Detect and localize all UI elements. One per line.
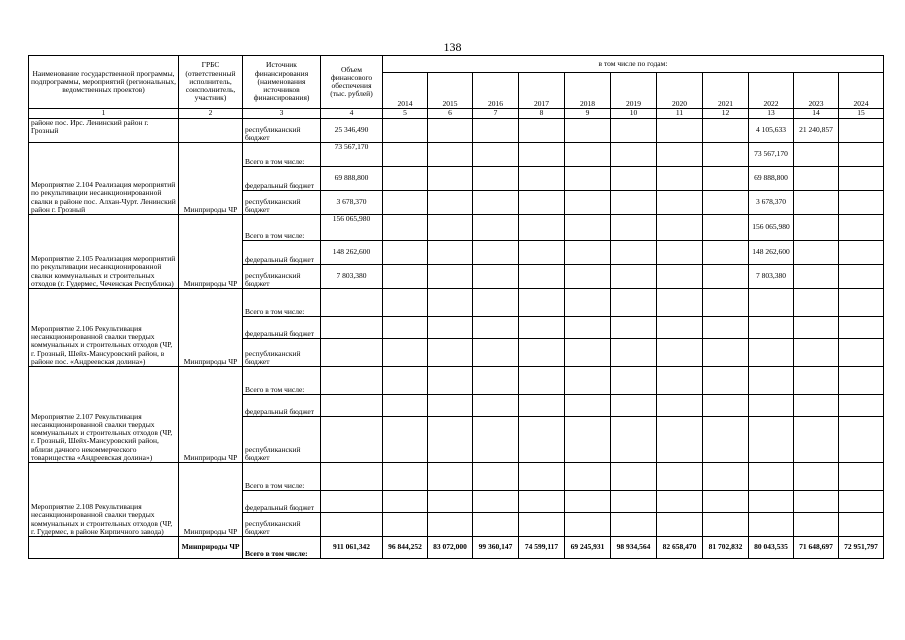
- header-source: Источник финансирования (наименования источников финансирования): [243, 56, 321, 109]
- column-number: 6: [428, 109, 473, 119]
- column-number: 5: [383, 109, 428, 119]
- value-2022: 156 065,980: [749, 215, 794, 241]
- total-volume: 69 888,800: [321, 167, 383, 191]
- total-year-value: 80 043,535: [749, 537, 794, 559]
- total-year-value: 99 360,147: [473, 537, 519, 559]
- column-number: 8: [519, 109, 565, 119]
- total-year-value: 98 934,564: [611, 537, 657, 559]
- funding-source: федеральный бюджет: [243, 395, 321, 417]
- funding-source: Всего в том числе:: [243, 215, 321, 241]
- table-row: [29, 367, 884, 395]
- header-year: 2017: [519, 73, 565, 109]
- total-year-value: 72 951,797: [839, 537, 884, 559]
- measure-name: Мероприятие 2.104 Реализация мероприятий по рекультивации несанкционированной свалки в районе пос. Алхан-Чурт. Ленинский район г. Грозный: [29, 143, 179, 215]
- total-volume: 156 065,980: [321, 215, 383, 241]
- value-2022: 148 262,600: [749, 241, 794, 265]
- total-row: [29, 537, 884, 559]
- total-year-value: 96 844,252: [383, 537, 428, 559]
- total-volume: 911 061,342: [321, 537, 383, 559]
- total-volume: 7 803,380: [321, 265, 383, 289]
- column-number: 14: [794, 109, 839, 119]
- value-2022: 3 678,370: [749, 191, 794, 215]
- column-number: 9: [565, 109, 611, 119]
- value-2023: 21 240,857: [794, 119, 839, 143]
- value-2022: 7 803,380: [749, 265, 794, 289]
- table-row: [29, 119, 884, 143]
- header-year: 2021: [703, 73, 749, 109]
- header-volume: Объем финансового обеспечения (тыс. рублей): [321, 56, 383, 109]
- header-year: 2016: [473, 73, 519, 109]
- funding-source: Всего в том числе:: [243, 367, 321, 395]
- column-number: 10: [611, 109, 657, 119]
- funding-source: Всего в том числе:: [243, 463, 321, 491]
- header-year: 2019: [611, 73, 657, 109]
- column-number: 13: [749, 109, 794, 119]
- measure-name: районе пос. Ирс. Ленинский район г. Грозный: [29, 119, 179, 143]
- column-number: 7: [473, 109, 519, 119]
- value-2022: 69 888,800: [749, 167, 794, 191]
- grbs-cell: Минприроды ЧР: [179, 215, 243, 289]
- total-volume: 3 678,370: [321, 191, 383, 215]
- funding-source: республиканский бюджет: [243, 119, 321, 143]
- funding-source: Всего в том числе:: [243, 289, 321, 317]
- header-year: 2023: [794, 73, 839, 109]
- measure-name: Мероприятие 2.108 Рекультивация несанкционированной свалки твердых коммунальных и строительных отходов (ЧР, г. Гудермес, в районе Кирпичного завода): [29, 463, 179, 537]
- grbs-cell: Минприроды ЧР: [179, 367, 243, 463]
- header-year: 2022: [749, 73, 794, 109]
- funding-source: республиканский бюджет: [243, 191, 321, 215]
- funding-source: федеральный бюджет: [243, 167, 321, 191]
- column-number-row: [29, 109, 884, 119]
- header-year: 2020: [657, 73, 703, 109]
- total-year-value: 69 245,931: [565, 537, 611, 559]
- financing-table: [28, 55, 884, 559]
- funding-source: республиканский бюджет: [243, 513, 321, 537]
- total-volume: 73 567,170: [321, 143, 383, 167]
- header-year: 2014: [383, 73, 428, 109]
- total-year-value: 74 599,117: [519, 537, 565, 559]
- value-2022: 4 105,633: [749, 119, 794, 143]
- funding-source: федеральный бюджет: [243, 241, 321, 265]
- measure-name: Мероприятие 2.107 Рекультивация несанкционированной свалки твердых коммунальных и строительных отходов (ЧР, г. Грозный, Шейх-Мансуровский район, вблизи дачного некоммерческого товарищества «Андреевская долина»): [29, 367, 179, 463]
- grbs-cell: Минприроды ЧР: [179, 143, 243, 215]
- column-number: 11: [657, 109, 703, 119]
- table-row: [29, 143, 884, 167]
- header-grbs: ГРБС (ответственный исполнитель, соисполнитель, участник): [179, 56, 243, 109]
- column-number: 2: [179, 109, 243, 119]
- column-number: 1: [29, 109, 179, 119]
- measure-name: Мероприятие 2.105 Реализация мероприятий по рекультивации несанкционированной свалки коммунальных и строительных отходов (г. Гудермес, Чеченская Республика): [29, 215, 179, 289]
- grbs-cell: Минприроды ЧР: [179, 463, 243, 537]
- header-year: 2024: [839, 73, 884, 109]
- column-number: 15: [839, 109, 884, 119]
- header-year: 2015: [428, 73, 473, 109]
- total-year-value: 81 702,832: [703, 537, 749, 559]
- column-number: 4: [321, 109, 383, 119]
- total-volume: 25 346,490: [321, 119, 383, 143]
- funding-source: федеральный бюджет: [243, 317, 321, 339]
- header-row-1: [29, 56, 884, 73]
- funding-source: республиканский бюджет: [243, 339, 321, 367]
- column-number: 3: [243, 109, 321, 119]
- value-2022: 73 567,170: [749, 143, 794, 167]
- column-number: 12: [703, 109, 749, 119]
- header-name: Наименование государственной программы, подпрограммы, мероприятий (региональных, ведомственных проектов): [29, 56, 179, 109]
- table-row: [29, 289, 884, 317]
- header-years-group: в том числе по годам:: [383, 56, 884, 73]
- total-year-value: 82 658,470: [657, 537, 703, 559]
- table-row: [29, 463, 884, 491]
- grbs-cell: Минприроды ЧР: [179, 537, 243, 559]
- table-row: [29, 215, 884, 241]
- total-year-value: 71 648,697: [794, 537, 839, 559]
- funding-source: республиканский бюджет: [243, 265, 321, 289]
- page-number: 138: [443, 40, 462, 54]
- funding-source: республиканский бюджет: [243, 417, 321, 463]
- measure-name: Мероприятие 2.106 Рекультивация несанкционированной свалки твердых коммунальных и строительных отходов (ЧР, г. Грозный, Шейх-Мансуровский район, в районе пос. «Андреевская долина»): [29, 289, 179, 367]
- total-volume: 148 262,600: [321, 241, 383, 265]
- header-year: 2018: [565, 73, 611, 109]
- total-year-value: 83 072,000: [428, 537, 473, 559]
- funding-source: федеральный бюджет: [243, 491, 321, 513]
- grbs-cell: Минприроды ЧР: [179, 289, 243, 367]
- funding-source: Всего в том числе:: [243, 143, 321, 167]
- funding-source: Всего в том числе:: [243, 537, 321, 559]
